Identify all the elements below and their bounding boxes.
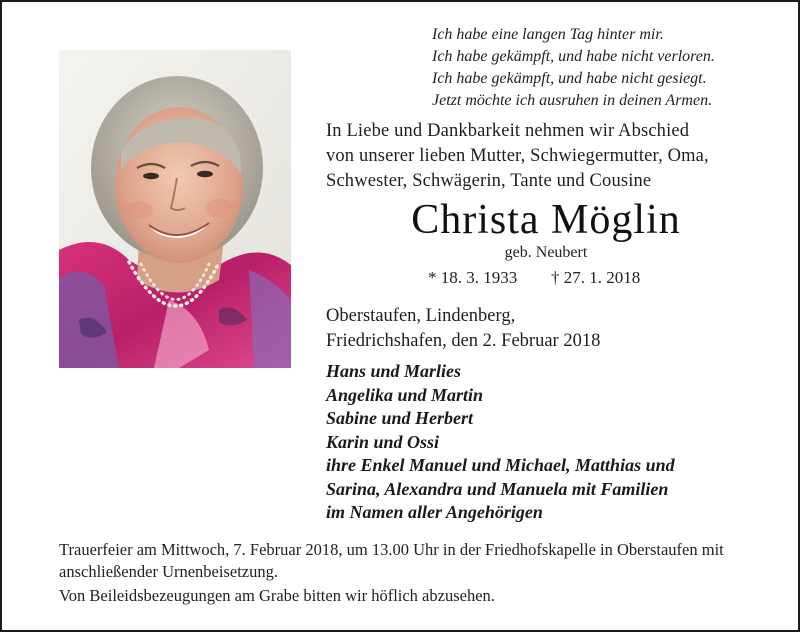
poem-line: Ich habe eine langen Tag hinter mir. [432,26,664,43]
place-line: Oberstaufen, Lindenberg, [326,306,516,326]
mourner-line: im Namen aller Angehörigen [326,502,543,522]
mourner-line: Hans und Marlies [326,361,462,381]
place-line: Friedrichshafen, den 2. Februar 2018 [326,331,601,351]
place-and-date [326,304,600,354]
mourner-line: Sabine und Herbert [326,408,474,428]
condolences-note: Von Beileidsbezeugungen am Grabe bitten wir höflich abzusehen. [59,586,495,605]
poem-line: Jetzt möchte ich ausruhen in deinen Armen. [432,92,713,109]
mourner-line: ihre Enkel Manuel und Michael, Matthias und [326,455,675,475]
intro-line: Schwester, Schwägerin, Tante und Cousine [326,171,652,191]
mourners-list [326,360,675,525]
mourner-line: Karin und Ossi [326,431,440,452]
birth-date: * 18. 3. 1933 [428,268,518,287]
birth-name: geb. Neubert [504,244,588,261]
poem [432,24,715,112]
mourner-line: Angelika und Martin [326,384,484,405]
poem-line: Ich habe gekämpft, und habe nicht gesiegt. [432,70,707,87]
intro-line: In Liebe und Dankbarkeit nehmen wir Abschied [326,121,690,141]
deceased-name: Christa Möglin [411,197,681,243]
death-date: † 27. 1. 2018 [551,268,641,287]
portrait-photo [59,50,291,368]
service-information [59,539,779,607]
mourner-line: Sarina, Alexandra und Manuela mit Familien [326,478,669,499]
funeral-service-text: Trauerfeier am Mittwoch, 7. Februar 2018, um 13.00 Uhr in der Friedhofskapelle in Oberstaufen mit anschließender Urnenbeisetzung. [59,540,724,581]
farewell-intro [326,119,709,194]
poem-line: Ich habe gekämpft, und habe nicht verloren. [432,48,715,65]
intro-line: von unserer lieben Mutter, Schwiegermutter, Oma, [326,146,709,166]
